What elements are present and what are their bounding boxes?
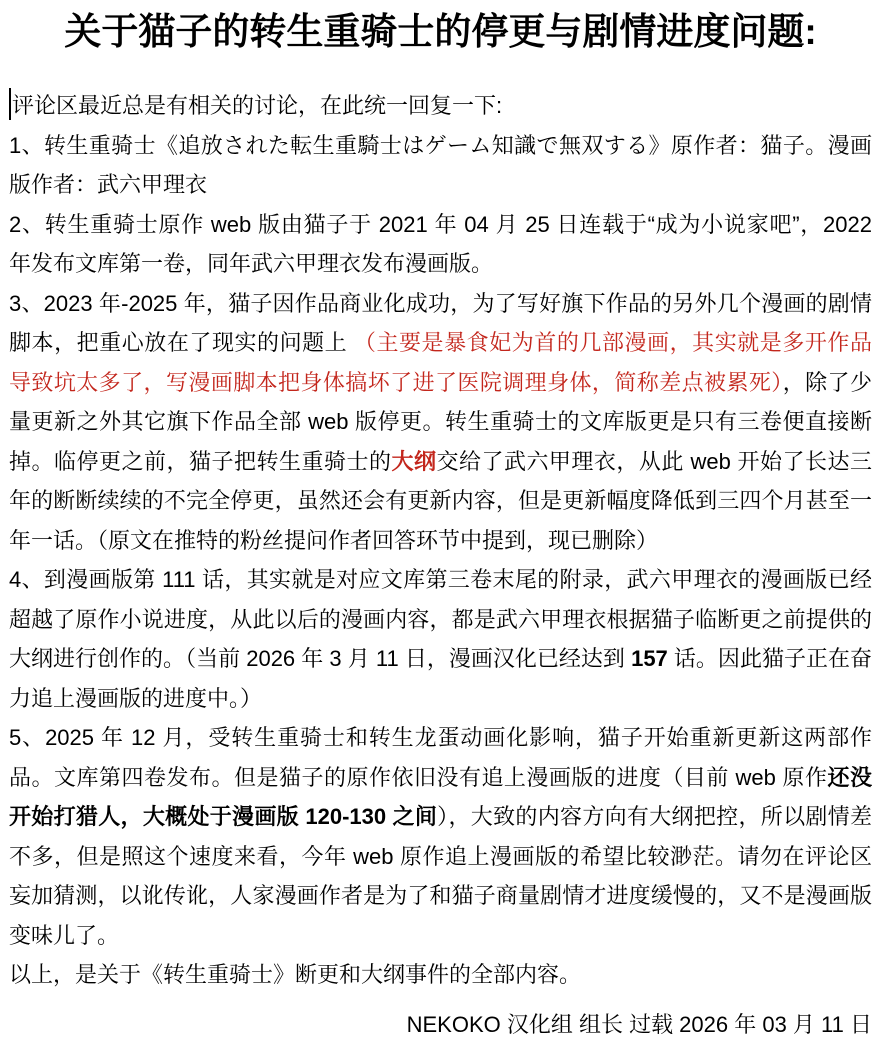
document-page[interactable] [0, 8, 881, 1037]
text-run-red-bold: 大纲 [391, 448, 437, 474]
paragraph [9, 718, 872, 955]
text-run: 话。因此猫子正在奋力追上漫画版的进度中。） [9, 646, 872, 711]
text-run: 2、转生重骑士原作 web 版由猫子于 2021 年 04 月 25 日连载于“成为小说家吧”，2022 年发布文库第一卷，同年武六甲理衣发布漫画版。 [9, 211, 872, 277]
text-run: 交给了武六甲理衣，从此 web 开始了长达三年的断断续续的不完全停更，虽然还会有更新内容，但是更新幅度降低到三四个月甚至一年一话。（原文在推特的粉丝提问作者回答环节中提到，现已删除） [9, 448, 872, 553]
text-run: 3、2023 年-2025 年，猫子因作品商业化成功，为了写好旗下作品的另外几个漫画的剧情脚本，把重心放在了现实的问题上 [9, 290, 872, 356]
intro-line [9, 86, 872, 126]
paragraph [9, 205, 872, 284]
text-run: 4、到漫画版第 111 话，其实就是对应文库第三卷末尾的附录，武六甲理衣的漫画版已经超越了原作小说进度，从此以后的漫画内容，都是武六甲理衣根据猫子临断更之前提供的大纲进行创作的。（当前 2026 年 3 月 11 日，漫画汉化已经达到 [9, 567, 872, 672]
text-run-bold: 157 [631, 646, 668, 672]
paragraphs [9, 126, 872, 995]
paragraph [9, 126, 872, 205]
text-run: ），大致的内容方向有大纲把控，所以剧情差不多，但是照这个速度来看，今年 web 原作追上漫画版的希望比较渺茫。请勿在评论区妄加猜测，以讹传讹，人家漫画作者是为了和猫子商量剧情才进度缓慢的，又不是漫画版变味儿了。 [9, 804, 872, 948]
text-run-red: （主要是暴食妃为首的几部漫画，其实就是多开作品导致坑太多了，写漫画脚本把身体搞坏了进了医院调理身体，简称差点被累死） [9, 330, 872, 395]
paragraph [9, 955, 872, 995]
text-run: ，除了少量更新之外其它旗下作品全部 web 版停更。转生重骑士的文库版更是只有三卷便直接断掉。临停更之前，猫子把转生重骑士的 [9, 369, 872, 474]
paragraph [9, 284, 872, 561]
text-run: 1、转生重骑士《追放された転生重騎士はゲーム知識で無双する》原作者：猫子。漫画版作者：武六甲理衣 [9, 132, 872, 198]
intro-text: 评论区最近总是有相关的讨论，在此统一回复一下: [12, 93, 503, 119]
page-title: 关于猫子的转生重骑士的停更与剧情进度问题: [64, 11, 817, 52]
document-body [0, 86, 881, 1044]
signature-line: NEKOKO 汉化组 组长 过载 2026 年 03 月 11 日 [406, 1011, 872, 1037]
text-run: 以上，是关于《转生重骑士》断更和大纲事件的全部内容。 [9, 962, 582, 988]
text-run-bold: 还没开始打猎人，大概处于漫画版 120-130 之间 [9, 764, 872, 830]
text-run: 5、2025 年 12 月，受转生重骑士和转生龙蛋动画化影响，猫子开始重新更新这两部作品。文库第四卷发布。但是猫子的原作依旧没有追上漫画版的进度（目前 web 原作 [9, 725, 872, 790]
paragraph [9, 560, 872, 718]
text-cursor [9, 88, 11, 120]
